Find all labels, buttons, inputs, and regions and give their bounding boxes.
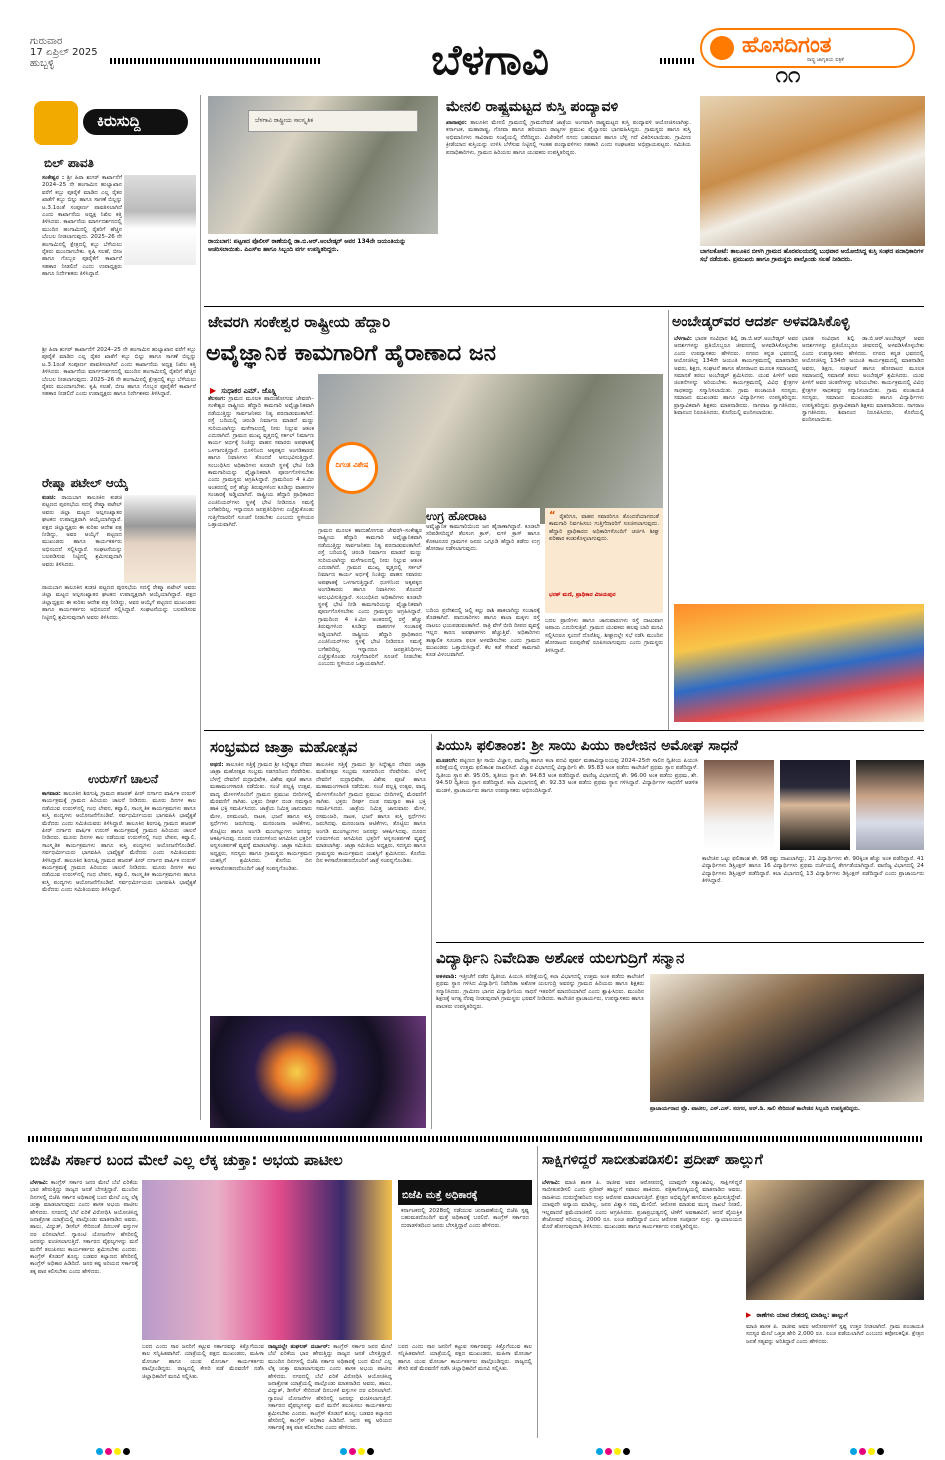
kirusuddi-column xyxy=(28,95,198,1120)
caption-arrow-icon: ▶ xyxy=(746,1311,752,1319)
article-text: ಬರದ ಎಂದು ಸಾರ ಜನರಿಗೆ ಕಟ್ಟುವ ಸರ್ಕಾರವನ್ನು ಕಿತ್ತೊಗೆಯುವ ಕಾಲ ಸನ್ನಿಹಿತವಾಗಿದೆ. ಯಾತ್ರೆಯಲ್ಲಿ ಪಕ್ಷದ ಮುಖಂಡರು, ಮಹಿಳಾ ಮೋರ್ಚಾ ಹಾಗೂ ಯುವ ಮೋರ್ಚಾ ಕಾರ್ಯಕರ್ತರು ಪಾಲ್ಗೊಂಡಿದ್ದರು. ರಾಜ್ಯದಲ್ಲಿ ಕೇಸರಿ ಪಡೆ ಮೆರವಣಿಗೆ ನಡೆಸಿ ಜಿಲ್ಲಾಧಿಕಾರಿಗೆ ಮನವಿ ಸಲ್ಲಿಸಿತು. xyxy=(398,1344,532,1373)
masthead-date: 17 ಏಪ್ರಿಲ್ 2025 xyxy=(30,47,98,58)
article-body-continued xyxy=(142,1344,264,1438)
article-headline: ಸಂಭ್ರಮದ ಜಾತ್ರಾ ಮಹೋತ್ಸವ xyxy=(210,738,358,756)
article-text: ಕಾಂಗ್ರೆಸ್ ಸರ್ಕಾರ ಜನರ ಮೇಲೆ ಬೆಲೆ ಏರಿಕೆಯ ಭಾರ ಹೇರುತ್ತಿದ್ದು ರಾಜ್ಯದ ಜನತೆ ಬೇಸತ್ತಿದ್ದಾರೆ. ಮುಂದಿನ ದಿನಗಳಲ್ಲಿ ಬಿಜೆಪಿ ಸರ್ಕಾರ ಅಧಿಕಾರಕ್ಕೆ ಬಂದ ಮೇಲೆ ಎಲ್ಲ ಲೆಕ್ಕ ಚುಕ್ತಾ ಮಾಡಲಾಗುವುದು ಎಂದು ಶಾಸಕ ಅಭಯ ಪಾಟೀಲ ಹೇಳಿದರು. ನಗರದಲ್ಲಿ ಬೆಲೆ ಏರಿಕೆ ವಿರೋಧಿಸಿ ಆಯೋಜಿಸಿದ್ದ ಜನಾಕ್ರೋಶ ಯಾತ್ರೆಯಲ್ಲಿ ಪಾಲ್ಗೊಂಡು ಮಾತನಾಡಿದ ಅವರು, ಹಾಲು, ವಿದ್ಯುತ್, ಡೀಸೆಲ್ ಸೇರಿದಂತೆ ದಿನಬಳಕೆ ವಸ್ತುಗಳ ದರ ಏರಿಸಲಾಗಿದೆ. ಗ್ಯಾರಂಟಿ ಯೋಜನೆಗಳ ಹೆಸರಿನಲ್ಲಿ ಜನರನ್ನು ವಂಚಿಸಲಾಗುತ್ತಿದೆ. ಸರ್ಕಾರದ ವೈಫಲ್ಯಗಳನ್ನು ಮನೆ ಮನೆಗೆ ತಲುಪಿಸಲು ಕಾರ್ಯಕರ್ತರು ಶ್ರಮಿಸಬೇಕು ಎಂದರು. ಕಾಂಗ್ರೆಸ್ ಕೊಡುಗೆ ಶೂನ್ಯ: ಬಡವರ ಕಲ್ಯಾಣದ ಹೆಸರಿನಲ್ಲಿ ಕಾಂಗ್ರೆಸ್ ಅಧಿಕಾರ ಹಿಡಿದಿದೆ. ಜನರ ಕಷ್ಟ ಅರಿಯದ ಸರ್ಕಾರಕ್ಕೆ ತಕ್ಕ ಪಾಠ ಕಲಿಸಬೇಕು ಎಂದು ಹೇಳಿದರು. xyxy=(268,1344,392,1432)
photo-caption: ಬಾಗಲಕೋಟೆ: ತಾಲೂಕಿನ ಬೀಳಗಿ ಗ್ರಾಮದ ಹೊರವಲಯದಲ್ಲಿ ಬುಧವಾರ ಆಯೋಜಿಸಿದ್ದ ಕುಸ್ತಿ ಸಂಘದ ಪದಾಧಿಕಾರಿಗಳ ಸಭೆ ನಡೆಯಿತು. ಪ್ರಮುಖರು ಹಾಗೂ ಗ್ರಾಮಸ್ಥರು ಪಾಲ್ಗೊಂಡು ಸಲಹೆ ನೀಡಿದರು. xyxy=(700,248,925,298)
masthead-day: ಗುರುವಾರ xyxy=(30,36,63,47)
swatch-magenta xyxy=(859,1448,866,1455)
quote-box xyxy=(545,508,663,613)
photo-caption: ಪ್ರಾಚಾರ್ಯರಾದ ಪ್ರೊ. ಪಾಟೀಲ, ಎಸ್.ಎಸ್. ಸರಗರ, ಆರ್.ಡಿ. ಸಾಲಿ ಸೇರಿದಂತೆ ಕಾಲೇಜಿನ ಸಿಬ್ಬಂದಿ ಉಪಸ್ಥಿತರಿದ್ದರು. xyxy=(650,1106,861,1112)
swatch-magenta xyxy=(105,1448,112,1455)
article-text: ಬರದ ಎಂದು ಸಾರ ಜನರಿಗೆ ಕಟ್ಟುವ ಸರ್ಕಾರವನ್ನು ಕಿತ್ತೊಗೆಯುವ ಕಾಲ ಸನ್ನಿಹಿತವಾಗಿದೆ. ಯಾತ್ರೆಯಲ್ಲಿ ಪಕ್ಷದ ಮುಖಂಡರು, ಮಹಿಳಾ ಮೋರ್ಚಾ ಹಾಗೂ ಯುವ ಮೋರ್ಚಾ ಕಾರ್ಯಕರ್ತರು ಪಾಲ್ಗೊಂಡಿದ್ದರು. ರಾಜ್ಯದಲ್ಲಿ ಕೇಸರಿ ಪಡೆ ಮೆರವಣಿಗೆ ನಡೆಸಿ ಜಿಲ್ಲಾಧಿಕಾರಿಗೆ ಮನವಿ ಸಲ್ಲಿಸಿತು. xyxy=(142,1344,264,1380)
brief-body-continued: ಶ್ರೀ ಹಿರಾ ಶುಗರ್ ಕಾರ್ಖಾನೆಗೆ 2024–25 ನೇ ಹಂಗಾಮಿನ ಹುಲ್ಯಾಖಾನ ವರೆಗೆ ಕಬ್ಬು ಪೂರೈಕೆ ಮಾಡಿದ ಎಲ್ಲ ರೈತರ ಖಾತೆಗೆ ಕಬ್ಬು ಬಿಲ್ಲು ಹಾಗೂ ಸಾಗಣೆ ಬಿಲ್ಲನ್ನು ಟ.3.1ರಂತೆ ಸಂಪೂರ್ಣ ಪಾವತಿಸಲಾಗಿದೆ ಎಂದು ಕಾರ್ಖಾನೆಯ ಅಧ್ಯಕ್ಷ ನಿಖಿಲ ಕತ್ತಿ ತಿಳಿಸಿದರು. ಕಾರ್ಖಾನೆಯ ಮಾರ್ಗದರ್ಶನದಲ್ಲಿ ಮುಂದಿನ ಹಂಗಾಮಿನಲ್ಲಿ ರೈತರಿಗೆ ಹೆಚ್ಚಿನ ಬೆಂಬಲ ನೀಡಲಾಗುವುದು. 2025–26 ನೇ ಹಂಗಾಮಿನಲ್ಲಿ ಕ್ಷೇತ್ರದಲ್ಲಿ ಕಬ್ಬು ಬೆಳೆಯಲು ರೈತರು ಮುಂದಾಗಬೇಕು. ಕೃಷಿ ಸಲಹೆ, ಬೀಜ ಹಾಗೂ ಗೊಬ್ಬರ ಪೂರೈಕೆಗೆ ಕಾರ್ಖಾನೆ ಸಹಕಾರ ನೀಡಲಿದೆ ಎಂದು ಉಪಾಧ್ಯಕ್ಷರು ಹಾಗೂ ನಿರ್ದೇಶಕರು ತಿಳಿಸಿದ್ದಾರೆ. xyxy=(42,347,196,398)
subhead: ರಾಜ್ಯದಲ್ಲೇ ತುಘಲಕ್ ದರ್ಬಾರ್: xyxy=(268,1344,331,1350)
kirusuddi-header xyxy=(28,95,198,153)
quote-mark-icon: “ xyxy=(549,510,556,521)
brief-text xyxy=(42,495,122,583)
article-lead: ಬೆಳಗಾವಿ: xyxy=(674,336,692,342)
article-body-continued xyxy=(746,1324,924,1438)
article-headline: ಮೇನಲಿ ರಾಷ್ಟ್ರಮಟ್ಟದ ಕುಸ್ತಿ ಪಂದ್ಯಾವಳಿ xyxy=(446,99,619,115)
swatch-cyan xyxy=(340,1448,347,1455)
masthead-city: ಹುಬ್ಬಳ್ಳಿ xyxy=(30,58,55,69)
masthead-left-stripe xyxy=(110,58,320,64)
bjp-rally-photo xyxy=(142,1180,392,1340)
article-body xyxy=(545,618,663,698)
brief-lead: ಕಾಗವಾಡ: xyxy=(42,791,61,797)
article-text: ಮಾಜಿ ಶಾಸಕ ಪಿ. ರಾಜೀವ ಅವರ ಆರೋಪದಲ್ಲಿ ಯಾವುದೇ ಸತ್ಯಾಂಶವಿಲ್ಲ. ಸಾಕ್ಷಿಗಳಿದ್ದರೆ ಸಾಬೀತುಪಡಿಸಲಿ ಎಂದು ಪ್ರದೀಪ್ ಹಾಲ್ಲುಗೆ ಸವಾಲು ಹಾಕಿದರು. ಪತ್ರಿಕಾಗೋಷ್ಠಿಯಲ್ಲಿ ಮಾತನಾಡಿದ ಅವರು, ರಾಜಕೀಯ ದುರುದ್ದೇಶದಿಂದ ಸುಳ್ಳು ಆರೋಪ ಮಾಡಲಾಗುತ್ತಿದೆ. ಕ್ಷೇತ್ರದ ಅಭಿವೃದ್ಧಿಗೆ ಹಗಲಿರುಳು ಶ್ರಮಿಸುತ್ತಿದ್ದೇವೆ. ಯಾವುದೇ ಅನ್ಯಾಯ ಮಾಡಿಲ್ಲ. ಜನರ ವಿಶ್ವಾಸ ನಮ್ಮ ಮೇಲಿದೆ. ಆರೋಪ ಮಾಡುವ ಮುನ್ನ ದಾಖಲೆ ನೀಡಲಿ, ಇಲ್ಲವಾದರೆ ಕ್ಷಮೆಯಾಚಿಸಲಿ ಎಂದು ಆಗ್ರಹಿಸಿದರು. ಪ್ರಜಾಪ್ರಭುತ್ವದಲ್ಲಿ ಟೀಕೆಗೆ ಅವಕಾಶವಿದೆ, ಆದರೆ ವೈಯಕ್ತಿಕ ತೇಜೋವಧೆ ಸರಿಯಲ್ಲ. 2000 ರೂ. ಲಂಚ ಪಡೆದಿದ್ದಾರೆ ಎಂಬ ಆರೋಪ ಸಂಪೂರ್ಣ ಸುಳ್ಳು. ನ್ಯಾಯಾಲಯದ ಮೊರೆ ಹೋಗುವುದಾಗಿ ತಿಳಿಸಿದರು. ಮುಖಂಡರು ಹಾಗೂ ಕಾರ್ಯಕರ್ತರು ಉಪಸ್ಥಿತರಿದ್ದರು. xyxy=(542,1180,742,1231)
brief-lead: ಕುಡಚಿ: xyxy=(42,495,56,501)
article-body xyxy=(318,528,422,698)
article-lead: ಖಾನಾಪುರ: xyxy=(446,120,467,126)
article-text: ಬದಿಯ ಪ್ರದೇಶದಲ್ಲಿ ಜಲ್ಲಿ ಕಲ್ಲು ರಾಶಿ ಹಾಕಲಾಗಿದ್ದು ಸಂಚಾರಕ್ಕೆ ತೊಡಕಾಗಿದೆ. ಪಾದಚಾರಿಗಳು ಹಾಗೂ ಶಾಲಾ ಮಕ್ಕಳು ರಸ್ತೆ ದಾಟಲು ಭಯಪಡುವಂತಾಗಿದೆ. ರಾತ್ರಿ ವೇಳೆ ಬೀದಿ ದೀಪದ ವ್ಯವಸ್ಥೆ ಇಲ್ಲದ ಕಾರಣ ಅಪಘಾತಗಳು ಹೆಚ್ಚುತ್ತಿವೆ. ಅಧಿಕಾರಿಗಳು ತಾತ್ಕಾಲಿಕ ಸೂಚನಾ ಫಲಕ ಅಳವಡಿಸಬೇಕು ಎಂದು ಗ್ರಾಮದ ಮುಖಂಡರು ಒತ್ತಾಯಿಸಿದ್ದಾರೆ. ಕೆಲ ಕಡೆ ಸೇತುವೆ ಕಾಮಗಾರಿ ಕೂಡ ವಿಳಂಬವಾಗಿದೆ. xyxy=(426,608,540,659)
article-headline: ವಿದ್ಯಾರ್ಥಿನಿ ನಿವೇದಿತಾ ಅಶೋಕ ಯಲಗುದ್ರಿಗೆ ಸನ್ಮಾನ xyxy=(436,949,685,967)
bottom-section-stripe xyxy=(28,1136,924,1142)
ugra-horata-box xyxy=(426,508,540,598)
highway-kicker xyxy=(208,312,663,334)
date-block xyxy=(30,36,160,69)
byline-arrow-icon: ▶ xyxy=(210,386,217,395)
quote-body: ರೈತರಿಗೂ, ವಾಹನ ಸವಾರರಿಗೂ ತೊಂದರೆಯಾಗದಂತೆ ಕಾಮಗಾರಿ ನಿರ್ವಹಿಸಲು ಗುತ್ತಿಗೆದಾರರಿಗೆ ಸೂಚಿಸಲಾಗುವುದು. ಹೆದ್ದಾರಿ ಪ್ರಾಧಿಕಾರದ ಅಧಿಕಾರಿಗಳೊಂದಿಗೆ ಚರ್ಚಿಸಿ ಶೀಘ್ರ ಪರಿಹಾರ ಕಂಡುಕೊಳ್ಳಲಾಗುವುದು. xyxy=(549,514,660,543)
article-text: ತಾಲೂಕಿನ ಮೇನಲಿ ಗ್ರಾಮದಲ್ಲಿ ಗ್ರಾಮದೇವತೆ ಜಾತ್ರೆಯ ಅಂಗವಾಗಿ ರಾಷ್ಟ್ರಮಟ್ಟದ ಕುಸ್ತಿ ಪಂದ್ಯಾವಳಿ ಆಯೋಜಿಸಲಾಗಿತ್ತು. ಕರ್ನಾಟಕ, ಮಹಾರಾಷ್ಟ್ರ, ಗೋವಾ ಹಾಗೂ ಹರಿಯಾಣ ರಾಜ್ಯಗಳ ಪ್ರಮುಖ ಪೈಲ್ವಾನರು ಭಾಗವಹಿಸಿದ್ದರು. ಗ್ರಾಮಸ್ಥರು ಹಾಗೂ ಕುಸ್ತಿ ಅಭಿಮಾನಿಗಳು ಸಾವಿರಾರು ಸಂಖ್ಯೆಯಲ್ಲಿ ನೆರೆದಿದ್ದರು. ವಿಜೇತರಿಗೆ ನಗದು ಬಹುಮಾನ ಹಾಗೂ ಬೆಳ್ಳಿ ಗದೆ ವಿತರಿಸಲಾಯಿತು. ಗ್ರಾಮೀಣ ಕ್ರೀಡೆಯಾದ ಕುಸ್ತಿಯನ್ನು ಉಳಿಸಿ ಬೆಳೆಸುವ ನಿಟ್ಟಿನಲ್ಲಿ ಇಂತಹ ಪಂದ್ಯಾವಳಿಗಳು ಸಹಕಾರಿ ಎಂದು ಸಂಘಟಕರು ಅಭಿಪ್ರಾಯಪಟ್ಟರು. ಸಮಿತಿಯ ಪದಾಧಿಕಾರಿಗಳು, ಗ್ರಾಮದ ಹಿರಿಯರು ಹಾಗೂ ಯುವಕರು ಉಪಸ್ಥಿತರಿದ್ದರು. xyxy=(446,120,691,156)
print-registration-marks xyxy=(96,1440,146,1450)
article-body xyxy=(208,396,314,696)
article-text: ತಾಲೂಕಿನ ಸತ್ತಿಕ್ಕೆ ಗ್ರಾಮದ ಶ್ರೀ ಸಿದ್ದೇಶ್ವರ ದೇವರ ಜಾತ್ರಾ ಮಹೋತ್ಸವ ಸಂಭ್ರಮ ಸಡಗರದಿಂದ ನೆರವೇರಿತು. ಬೆಳಗ್ಗೆ ದೇವರಿಗೆ ರುದ್ರಾಭಿಷೇಕ, ವಿಶೇಷ ಪೂಜೆ ಹಾಗೂ ಮಹಾಮಂಗಳಾರತಿ ನಡೆಯಿತು. ಸಂಜೆ ಪಲ್ಲಕ್ಕಿ ಉತ್ಸವ, ವಾದ್ಯ ಮೇಳಗಳೊಂದಿಗೆ ಗ್ರಾಮದ ಪ್ರಮುಖ ಬೀದಿಗಳಲ್ಲಿ ಮೆರವಣಿಗೆ ಸಾಗಿತು. ಭಕ್ತರು ದೀರ್ಘ ದಂಡ ನಮಸ್ಕಾರ ಹಾಕಿ ಭಕ್ತಿ ಸಮರ್ಪಿಸಿದರು. ಜಾತ್ರೆಯ ನಿಮಿತ್ತ ಜಾನುವಾರು ಮೇಳ, ರಸಮಂಜರಿ, ನಾಟಕ, ಭಜನೆ ಹಾಗೂ ಕುಸ್ತಿ ಸ್ಪರ್ಧೆಗಳು ಜರುಗಿದವು. ಮನರಂಜನಾ ಆಟಿಕೆಗಳು, ತೊಟ್ಟಿಲು ಹಾಗೂ ಅಂಗಡಿ ಮುಂಗಟ್ಟುಗಳು ಜನರನ್ನು ಆಕರ್ಷಿಸಿದವು. ದೂರದ ಊರುಗಳಿಂದ ಆಗಮಿಸಿದ ಭಕ್ತರಿಗೆ ಅನ್ನಸಂತರ್ಪಣೆ ವ್ಯವಸ್ಥೆ ಮಾಡಲಾಗಿತ್ತು. ಜಾತ್ರಾ ಸಮಿತಿಯ ಅಧ್ಯಕ್ಷರು, ಸದಸ್ಯರು ಹಾಗೂ ಗ್ರಾಮಸ್ಥರು ಕಾರ್ಯಕ್ರಮದ ಯಶಸ್ಸಿಗೆ ಶ್ರಮಿಸಿದರು. ಕೊನೆಯ ದಿನ ಕಳಸಾರೋಹಣದೊಂದಿಗೆ ಜಾತ್ರೆ ಸಂಪನ್ನಗೊಂಡಿತು. xyxy=(210,762,312,872)
quote-by: ಭರತ್ ಮಣಿ, ಪ್ರಾಧಿಕಾರ ವಿಜಯಪುರ xyxy=(549,592,616,598)
digantha-vishesha-stamp xyxy=(326,442,378,494)
swatch-yellow xyxy=(358,1448,365,1455)
box-headline: ಉಗ್ರ ಹೋರಾಟ xyxy=(426,509,487,523)
page-number: ೧೧ xyxy=(775,64,801,88)
section-title: ಬೆಳಗಾವಿ xyxy=(431,35,549,84)
box-body: ಅವೈಜ್ಞಾನಿಕ ಕಾಮಗಾರಿಯಿಂದ ಜನ ಹೈರಾಣಾಗಿದ್ದಾರೆ. ಕೂಡಲೇ ಸರಿಪಡಿಸದಿದ್ದರೆ ತೆಲಸಂಗ ಕ್ರಾಸ್, ಐಗಳಿ ಕ್ರಾಸ್ ಹಾಗೂ ಕೊಕಟನೂರ ಗ್ರಾಮಗಳ ಜನರು ಒಗ್ಗೂಡಿ ಹೆದ್ದಾರಿ ತಡೆದು ಉಗ್ರ ಹೋರಾಟ ನಡೆಸಲಾಗುವುದು. xyxy=(426,524,540,553)
wrestling-meeting-photo xyxy=(700,96,925,246)
bjp-box xyxy=(398,1180,532,1340)
article-headline: ಪಿಯುಸಿ ಫಲಿತಾಂಶ: ಶ್ರೀ ಸಾಯಿ ಪಿಯು ಕಾಲೇಜಿನ ಅಮೋಘ ಸಾಧನೆ xyxy=(436,738,738,754)
article-lead: ಅಕಳವಾಡಿ: xyxy=(436,974,457,980)
article-body xyxy=(674,336,798,598)
swatch-magenta xyxy=(349,1448,356,1455)
section-rule xyxy=(436,942,924,943)
article-lead: ತೆಲಸಂಗ: xyxy=(208,396,226,402)
article-text: ಕಾಂಗ್ರೆಸ್ ಸರ್ಕಾರ ಜನರ ಮೇಲೆ ಬೆಲೆ ಏರಿಕೆಯ ಭಾರ ಹೇರುತ್ತಿದ್ದು ರಾಜ್ಯದ ಜನತೆ ಬೇಸತ್ತಿದ್ದಾರೆ. ಮುಂದಿನ ದಿನಗಳಲ್ಲಿ ಬಿಜೆಪಿ ಸರ್ಕಾರ ಅಧಿಕಾರಕ್ಕೆ ಬಂದ ಮೇಲೆ ಎಲ್ಲ ಲೆಕ್ಕ ಚುಕ್ತಾ ಮಾಡಲಾಗುವುದು ಎಂದು ಶಾಸಕ ಅಭಯ ಪಾಟೀಲ ಹೇಳಿದರು. ನಗರದಲ್ಲಿ ಬೆಲೆ ಏರಿಕೆ ವಿರೋಧಿಸಿ ಆಯೋಜಿಸಿದ್ದ ಜನಾಕ್ರೋಶ ಯಾತ್ರೆಯಲ್ಲಿ ಪಾಲ್ಗೊಂಡು ಮಾತನಾಡಿದ ಅವರು, ಹಾಲು, ವಿದ್ಯುತ್, ಡೀಸೆಲ್ ಸೇರಿದಂತೆ ದಿನಬಳಕೆ ವಸ್ತುಗಳ ದರ ಏರಿಸಲಾಗಿದೆ. ಗ್ಯಾರಂಟಿ ಯೋಜನೆಗಳ ಹೆಸರಿನಲ್ಲಿ ಜನರನ್ನು ವಂಚಿಸಲಾಗುತ್ತಿದೆ. ಸರ್ಕಾರದ ವೈಫಲ್ಯಗಳನ್ನು ಮನೆ ಮನೆಗೆ ತಲುಪಿಸಲು ಕಾರ್ಯಕರ್ತರು ಶ್ರಮಿಸಬೇಕು ಎಂದರು. ಕಾಂಗ್ರೆಸ್ ಕೊಡುಗೆ ಶೂನ್ಯ: ಬಡವರ ಕಲ್ಯಾಣದ ಹೆಸರಿನಲ್ಲಿ ಕಾಂಗ್ರೆಸ್ ಅಧಿಕಾರ ಹಿಡಿದಿದೆ. ಜನರ ಕಷ್ಟ ಅರಿಯದ ಸರ್ಕಾರಕ್ಕೆ ತಕ್ಕ ಪಾಠ ಕಲಿಸಬೇಕು ಎಂದು ಹೇಳಿದರು. xyxy=(30,1180,138,1275)
swatch-black xyxy=(123,1448,130,1455)
column-divider xyxy=(431,734,432,1129)
brief-text xyxy=(42,791,196,1113)
article-headline: ಅಂಬೇಡ್ಕರ್‌ವರ ಆದರ್ಶ ಅಳವಡಿಸಿಕೊಳ್ಳಿ xyxy=(672,314,850,330)
jatra-fair-photo xyxy=(210,1016,426,1128)
pointing-hand-icon xyxy=(34,101,78,145)
article-body-continued xyxy=(316,762,426,1012)
brief-text xyxy=(42,175,122,345)
highway-headline: ಅವೈಜ್ಞಾನಿಕ ಕಾಮಗಾರಿಗೆ ಹೈರಾಣಾದ ಜನ xyxy=(206,341,496,366)
swatch-cyan xyxy=(850,1448,857,1455)
photo-banner-text: ಬೆಳಗಾವಿ ರಾಷ್ಟ್ರೀಯ ಸಾಂಸ್ಕೃತಿಕ xyxy=(255,117,314,124)
article-text: ಇತ್ತೀಚೆಗೆ ನಡೆದ ದ್ವಿತೀಯ ಪಿಯುಸಿ ಪರೀಕ್ಷೆಯಲ್ಲಿ ಕಲಾ ವಿಭಾಗದಲ್ಲಿ ಉತ್ತಮ ಅಂಕ ಪಡೆದು ಕಾಲೇಜಿಗೆ ಪ್ರಥಮ ಸ್ಥಾನ ಗಳಿಸಿದ ವಿದ್ಯಾರ್ಥಿನಿ ನಿವೇದಿತಾ ಅಶೋಕ ಯಲಗುದ್ರಿ ಅವರನ್ನು ಗ್ರಾಮದ ಹಿರಿಯರು ಹಾಗೂ ಶಿಕ್ಷಕರು ಸನ್ಮಾನಿಸಿದರು. ಗ್ರಾಮೀಣ ಭಾಗದ ವಿದ್ಯಾರ್ಥಿನಿಯ ಸಾಧನೆ ಇತರರಿಗೆ ಮಾದರಿಯಾಗಿದೆ ಎಂದು ಶ್ಲಾಘಿಸಿದರು. ಮುಂದಿನ ಶಿಕ್ಷಣಕ್ಕೆ ಅಗತ್ಯ ನೆರವು ನೀಡುವುದಾಗಿ ಗ್ರಾಮಸ್ಥರು ಭರವಸೆ ನೀಡಿದರು. ಕಾಲೇಜಿನ ಪ್ರಾಚಾರ್ಯರು, ಉಪನ್ಯಾಸಕರು ಹಾಗೂ ಪಾಲಕರು ಉಪಸ್ಥಿತರಿದ್ದರು. xyxy=(436,974,644,1010)
swatch-yellow xyxy=(868,1448,875,1455)
column-divider xyxy=(537,1146,538,1438)
article-lead: ಮೂಡಲಗಿ: xyxy=(436,758,458,764)
box-header xyxy=(398,1180,532,1205)
swatch-black xyxy=(877,1448,884,1455)
article-body xyxy=(542,1180,742,1438)
section-rule xyxy=(204,730,924,731)
article-text: ಗ್ರಾಮದ ಮೂಲಕ ಹಾದುಹೋಗುವ ಜೇವರಗಿ–ಸಂಕೇಶ್ವರ ರಾಷ್ಟ್ರೀಯ ಹೆದ್ದಾರಿ ಕಾಮಗಾರಿ ಅವೈಜ್ಞಾನಿಕವಾಗಿ ನಡೆಯುತ್ತಿದ್ದು ಸಾರ್ವಜನಿಕರು ನಿತ್ಯ ಪರದಾಡುವಂತಾಗಿದೆ. ರಸ್ತೆ ಬದಿಯಲ್ಲಿ ಚರಂಡಿ ನಿರ್ಮಾಣ ಮಾಡದೆ ಮಣ್ಣು ಸುರಿಯಲಾಗಿದ್ದು ಮಳೆಗಾಲದಲ್ಲಿ ನೀರು ನಿಲ್ಲುವ ಆತಂಕ ಎದುರಾಗಿದೆ. ಗ್ರಾಮದ ಮುಖ್ಯ ವೃತ್ತದಲ್ಲಿ ಸರ್ಕಲ್ ನಿರ್ಮಾಣ ಕಾರ್ಯ ಅರ್ಧಕ್ಕೆ ನಿಂತಿದ್ದು ವಾಹನ ಸವಾರರು ಅಪಘಾತಕ್ಕೆ ಒಳಗಾಗುತ್ತಿದ್ದಾರೆ. ಧೂಳಿನಿಂದ ಅಕ್ಕಪಕ್ಕದ ಅಂಗಡಿಕಾರರು ಹಾಗೂ ನಿವಾಸಿಗಳು ತೊಂದರೆ ಅನುಭವಿಸುತ್ತಿದ್ದಾರೆ. ಸಂಬಂಧಿಸಿದ ಅಧಿಕಾರಿಗಳು ಕೂಡಲೇ ಸ್ಥಳಕ್ಕೆ ಭೇಟಿ ನೀಡಿ ಕಾಮಗಾರಿಯನ್ನು ವೈಜ್ಞಾನಿಕವಾಗಿ ಪೂರ್ಣಗೊಳಿಸಬೇಕು ಎಂದು ಗ್ರಾಮಸ್ಥರು ಆಗ್ರಹಿಸಿದ್ದಾರೆ. ಗ್ರಾಮದಿಂದ 4 ಕಿ.ಮೀ ಅಂತರದಲ್ಲಿ ರಸ್ತೆ ಹೆಚ್ಚು ತಿರುವುಗಳಿಂದ ಕೂಡಿದ್ದು ವಾಹನಗಳ ಸಂಚಾರಕ್ಕೆ ಅಡ್ಡಿಯಾಗಿದೆ. ರಾಷ್ಟ್ರೀಯ ಹೆದ್ದಾರಿ ಪ್ರಾಧಿಕಾರದ ಎಂಜಿನಿಯರ್‌ಗಳು ಸ್ಥಳಕ್ಕೆ ಭೇಟಿ ನೀಡಿದರೂ ಸಮಸ್ಯೆ ಬಗೆಹರಿದಿಲ್ಲ. ಇನ್ನಾದರೂ ಜನಪ್ರತಿನಿಧಿಗಳು ಎಚ್ಚೆತ್ತುಕೊಂಡು ಗುತ್ತಿಗೆದಾರರಿಗೆ ಸೂಚನೆ ನೀಡಬೇಕು ಎಂಬುದು ಸ್ಥಳೀಯರ ಒತ್ತಾಯವಾಗಿದೆ. xyxy=(208,396,314,528)
student-photo-1 xyxy=(704,760,774,850)
brief-body-continued: ರಾಯಬಾಗ ತಾಲೂಕಿನ ಕುಡಚಿ ಪಟ್ಟಣದ ಪುರಸಭೆಯ ಸದಸ್ಯೆ ರೇಷ್ಮಾ ಪಟೇಲ್ ಅವರು ಜಿಲ್ಲಾ ಮಟ್ಟದ ಅಲ್ಪಸಂಖ್ಯಾತರ ಘಟಕದ ಉಪಾಧ್ಯಕ್ಷರಾಗಿ ಆಯ್ಕೆಯಾಗಿದ್ದಾರೆ. ಪಕ್ಷದ ಜಿಲ್ಲಾಧ್ಯಕ್ಷರು ಈ ಕುರಿತು ಆದೇಶ ಪತ್ರ ನೀಡಿದ್ದು, ಅವರ ಆಯ್ಕೆಗೆ ಪಟ್ಟಣದ ಮುಖಂಡರು ಹಾಗೂ ಕಾರ್ಯಕರ್ತರು ಅಭಿನಂದನೆ ಸಲ್ಲಿಸಿದ್ದಾರೆ. ಸಂಘಟನೆಯನ್ನು ಬಲಪಡಿಸುವ ನಿಟ್ಟಿನಲ್ಲಿ ಶ್ರಮಿಸುವುದಾಗಿ ಅವರು ತಿಳಿಸಿದರು. xyxy=(42,585,196,621)
kicker-text: ಜೇವರಗಿ ಸಂಕೇಶ್ವರ ರಾಷ್ಟ್ರೀಯ ಹೆದ್ದಾರಿ xyxy=(208,313,391,331)
brief-lead: ಸಂಕೇಶ್ವರ : xyxy=(42,175,65,181)
article-body xyxy=(426,608,540,698)
article-lead: ಅಥಣಿ: xyxy=(210,762,224,768)
brand-tagline: ರಾಷ್ಟ್ರ ಜಾಗೃತಿಯ ಪತ್ರಿಕೆ xyxy=(807,57,844,63)
article-body-continued xyxy=(702,856,924,938)
byline-name: ಸುಧಾಕರ ಎಮ್. ಜೊಸ್ಲ್ಲಿ xyxy=(221,387,278,395)
article-text: ಭಾರತ ಸಂವಿಧಾನ ಶಿಲ್ಪಿ ಡಾ.ಬಿ.ಆರ್.ಅಂಬೇಡ್ಕರ್ ಅವರ ಆದರ್ಶಗಳನ್ನು ಪ್ರತಿಯೊಬ್ಬರೂ ಜೀವನದಲ್ಲಿ ಅಳವಡಿಸಿಕೊಳ್ಳಬೇಕು ಎಂದು ಉಪನ್ಯಾಸಕರು ಹೇಳಿದರು. ನಗರದ ಕನ್ನಡ ಭವನದಲ್ಲಿ ಆಯೋಜಿಸಿದ್ದ 134ನೇ ಜಯಂತಿ ಕಾರ್ಯಕ್ರಮದಲ್ಲಿ ಮಾತನಾಡಿದ ಅವರು, ಶಿಕ್ಷಣ, ಸಂಘಟನೆ ಹಾಗೂ ಹೋರಾಟದ ಮೂಲಕ ಸಮಾಜದಲ್ಲಿ ಸಮಾನತೆ ತರಲು ಅಂಬೇಡ್ಕರ್ ಶ್ರಮಿಸಿದರು. ಯುವ ಪೀಳಿಗೆ ಅವರ ಚಿಂತನೆಗಳನ್ನು ಅರಿಯಬೇಕು. ಕಾರ್ಯಕ್ರಮದಲ್ಲಿ ವಿವಿಧ ಕ್ಷೇತ್ರಗಳ ಸಾಧಕರನ್ನು ಸನ್ಮಾನಿಸಲಾಯಿತು. ಗ್ರಾಮ ಪಂಚಾಯತಿ ಸದಸ್ಯರು, ಸಮಾಜದ ಮುಖಂಡರು ಹಾಗೂ ವಿದ್ಯಾರ್ಥಿಗಳು ಉಪಸ್ಥಿತರಿದ್ದರು. ಪ್ರಾಸ್ತಾವಿಕವಾಗಿ ಶಿಕ್ಷಕರು ಮಾತನಾಡಿದರು. ನಾಗರಾಜ ಸ್ವಾಗತಿಸಿದರು, ಶಿವಾನಂದ ನಿರೂಪಿಸಿದರು, ಕೊನೆಯಲ್ಲಿ ವಂದಿಸಲಾಯಿತು. xyxy=(802,336,924,424)
swatch-cyan xyxy=(596,1448,603,1455)
photo-caption xyxy=(746,1302,924,1322)
swatch-yellow xyxy=(114,1448,121,1455)
swatch-black xyxy=(623,1448,630,1455)
swatch-cyan xyxy=(96,1448,103,1455)
article-lead: ಬೆಳಗಾವಿ: xyxy=(30,1180,48,1186)
swatch-yellow xyxy=(614,1448,621,1455)
brief-body: ಶ್ರೀ ಹಿರಾ ಶುಗರ್ ಕಾರ್ಖಾನೆಗೆ 2024–25 ನೇ ಹಂಗಾಮಿನ ಹುಲ್ಯಾಖಾನ ವರೆಗೆ ಕಬ್ಬು ಪೂರೈಕೆ ಮಾಡಿದ ಎಲ್ಲ ರೈತರ ಖಾತೆಗೆ ಕಬ್ಬು ಬಿಲ್ಲು ಹಾಗೂ ಸಾಗಣೆ ಬಿಲ್ಲನ್ನು ಟ.3.1ರಂತೆ ಸಂಪೂರ್ಣ ಪಾವತಿಸಲಾಗಿದೆ ಎಂದು ಕಾರ್ಖಾನೆಯ ಅಧ್ಯಕ್ಷ ನಿಖಿಲ ಕತ್ತಿ ತಿಳಿಸಿದರು. ಕಾರ್ಖಾನೆಯ ಮಾರ್ಗದರ್ಶನದಲ್ಲಿ ಮುಂದಿನ ಹಂಗಾಮಿನಲ್ಲಿ ರೈತರಿಗೆ ಹೆಚ್ಚಿನ ಬೆಂಬಲ ನೀಡಲಾಗುವುದು. 2025–26 ನೇ ಹಂಗಾಮಿನಲ್ಲಿ ಕ್ಷೇತ್ರದಲ್ಲಿ ಕಬ್ಬು ಬೆಳೆಯಲು ರೈತರು ಮುಂದಾಗಬೇಕು. ಕೃಷಿ ಸಲಹೆ, ಬೀಜ ಹಾಗೂ ಗೊಬ್ಬರ ಪೂರೈಕೆಗೆ ಕಾರ್ಖಾನೆ ಸಹಕಾರ ನೀಡಲಿದೆ ಎಂದು ಉಪಾಧ್ಯಕ್ಷರು ಹಾಗೂ ನಿರ್ದೇಶಕರು ತಿಳಿಸಿದ್ದಾರೆ. xyxy=(42,175,122,278)
brief-body-repeat: ತಾಲೂಕಿನ ಶಿರಗುಪ್ಪಿ ಗ್ರಾಮದ ಹಜರತ್ ಪೀರ್ ದರ್ಗಾದ ವಾರ್ಷಿಕ ಉರುಸ್ ಕಾರ್ಯಕ್ರಮಕ್ಕೆ ಗ್ರಾಮದ ಹಿರಿಯರು ಚಾಲನೆ ನೀಡಿದರು. ಮೂರು ದಿನಗಳ ಕಾಲ ನಡೆಯುವ ಉರುಸ್‌ನಲ್ಲಿ ಗಂಧ ಲೇಪನ, ಕವ್ವಾಲಿ, ಸಾಂಸ್ಕೃತಿಕ ಕಾರ್ಯಕ್ರಮಗಳು ಹಾಗೂ ಕುಸ್ತಿ ಪಂದ್ಯಗಳು ಆಯೋಜನೆಗೊಂಡಿವೆ. ಸರ್ವಧರ್ಮೀಯರು ಭಾಗವಹಿಸಿ ಭಾವೈಕ್ಯತೆ ಮೆರೆದರು ಎಂದು ಸಮಿತಿಯವರು ತಿಳಿಸಿದ್ದಾರೆ. xyxy=(42,820,196,864)
article-text: ಕಾಲೇಜಿನ ಒಟ್ಟು ಫಲಿತಾಂಶ ಶೇ. 98 ರಷ್ಟು ದಾಖಲಾಗಿದ್ದು, 21 ವಿದ್ಯಾರ್ಥಿಗಳು ಶೇ. 90ಕ್ಕಿಂತ ಹೆಚ್ಚು ಅಂಕ ಪಡೆದಿದ್ದಾರೆ. 41 ವಿದ್ಯಾರ್ಥಿಗಳು ಡಿಸ್ಟಿಂಕ್ಷನ್ ಹಾಗೂ 16 ವಿದ್ಯಾರ್ಥಿಗಳು ಪ್ರಥಮ ದರ್ಜೆಯಲ್ಲಿ ತೇರ್ಗಡೆಯಾಗಿದ್ದಾರೆ. ವಾಣಿಜ್ಯ ವಿಭಾಗದಲ್ಲಿ 24 ವಿದ್ಯಾರ್ಥಿಗಳು ಡಿಸ್ಟಿಂಕ್ಷನ್ ಪಡೆದಿದ್ದಾರೆ. ಕಲಾ ವಿಭಾಗದಲ್ಲಿ 13 ವಿದ್ಯಾರ್ಥಿಗಳು ಡಿಸ್ಟಿಂಕ್ಷನ್ ಪಡೆದಿದ್ದಾರೆ ಎಂದು ಪ್ರಾಚಾರ್ಯರು ತಿಳಿಸಿದ್ದಾರೆ. xyxy=(702,856,924,885)
brief-body: ತಾಲೂಕಿನ ಶಿರಗುಪ್ಪಿ ಗ್ರಾಮದ ಹಜರತ್ ಪೀರ್ ದರ್ಗಾದ ವಾರ್ಷಿಕ ಉರುಸ್ ಕಾರ್ಯಕ್ರಮಕ್ಕೆ ಗ್ರಾಮದ ಹಿರಿಯರು ಚಾಲನೆ ನೀಡಿದರು. ಮೂರು ದಿನಗಳ ಕಾಲ ನಡೆಯುವ ಉರುಸ್‌ನಲ್ಲಿ ಗಂಧ ಲೇಪನ, ಕವ್ವಾಲಿ, ಸಾಂಸ್ಕೃತಿಕ ಕಾರ್ಯಕ್ರಮಗಳು ಹಾಗೂ ಕುಸ್ತಿ ಪಂದ್ಯಗಳು ಆಯೋಜನೆಗೊಂಡಿವೆ. ಸರ್ವಧರ್ಮೀಯರು ಭಾಗವಹಿಸಿ ಭಾವೈಕ್ಯತೆ ಮೆರೆದರು ಎಂದು ಸಮಿತಿಯವರು ತಿಳಿಸಿದ್ದಾರೆ. xyxy=(42,791,196,827)
article-text: ಮಾಜಿ ಶಾಸಕ ಪಿ. ರಾಜೀವ ಅವರ ಆರೋಪಗಳಿಗೆ ಸ್ಪಷ್ಟ ಉತ್ತರ ನೀಡಲಾಗಿದೆ. ಗ್ರಾಮ ಪಂಚಾಯತಿ ಸದಸ್ಯರ ಮೇಲೆ ಒತ್ತಡ ಹೇರಿ 2,000 ರೂ. ಲಂಚ ಪಡೆಯಲಾಗಿದೆ ಎಂಬುದು ಕಪೋಲಕಲ್ಪಿತ. ಕ್ಷೇತ್ರದ ಜನತೆ ಸತ್ಯವನ್ನು ಅರಿತಿದ್ದಾರೆ ಎಂದು ಹೇಳಿದರು. xyxy=(746,1324,924,1345)
stamp-text: ದಿಗಂತ ವಿಶೇಷ xyxy=(335,461,369,469)
article-body-continued xyxy=(802,336,924,598)
article-text: ಭಾರತ ಸಂವಿಧಾನ ಶಿಲ್ಪಿ ಡಾ.ಬಿ.ಆರ್.ಅಂಬೇಡ್ಕರ್ ಅವರ ಆದರ್ಶಗಳನ್ನು ಪ್ರತಿಯೊಬ್ಬರೂ ಜೀವನದಲ್ಲಿ ಅಳವಡಿಸಿಕೊಳ್ಳಬೇಕು ಎಂದು ಉಪನ್ಯಾಸಕರು ಹೇಳಿದರು. ನಗರದ ಕನ್ನಡ ಭವನದಲ್ಲಿ ಆಯೋಜಿಸಿದ್ದ 134ನೇ ಜಯಂತಿ ಕಾರ್ಯಕ್ರಮದಲ್ಲಿ ಮಾತನಾಡಿದ ಅವರು, ಶಿಕ್ಷಣ, ಸಂಘಟನೆ ಹಾಗೂ ಹೋರಾಟದ ಮೂಲಕ ಸಮಾಜದಲ್ಲಿ ಸಮಾನತೆ ತರಲು ಅಂಬೇಡ್ಕರ್ ಶ್ರಮಿಸಿದರು. ಯುವ ಪೀಳಿಗೆ ಅವರ ಚಿಂತನೆಗಳನ್ನು ಅರಿಯಬೇಕು. ಕಾರ್ಯಕ್ರಮದಲ್ಲಿ ವಿವಿಧ ಕ್ಷೇತ್ರಗಳ ಸಾಧಕರನ್ನು ಸನ್ಮಾನಿಸಲಾಯಿತು. ಗ್ರಾಮ ಪಂಚಾಯತಿ ಸದಸ್ಯರು, ಸಮಾಜದ ಮುಖಂಡರು ಹಾಗೂ ವಿದ್ಯಾರ್ಥಿಗಳು ಉಪಸ್ಥಿತರಿದ್ದರು. ಪ್ರಾಸ್ತಾವಿಕವಾಗಿ ಶಿಕ್ಷಕರು ಮಾತನಾಡಿದರು. ನಾಗರಾಜ ಸ್ವಾಗತಿಸಿದರು, ಶಿವಾನಂದ ನಿರೂಪಿಸಿದರು, ಕೊನೆಯಲ್ಲಿ ವಂದಿಸಲಾಯಿತು. xyxy=(674,336,798,417)
box-body: ಕರ್ನಾಟಕದಲ್ಲಿ 2028ರಲ್ಲಿ ನಡೆಯುವ ಚುನಾವಣೆಯಲ್ಲಿ ಬಿಜೆಪಿ ಸ್ಪಷ್ಟ ಬಹುಮತದೊಂದಿಗೆ ಮತ್ತೆ ಅಧಿಕಾರಕ್ಕೆ ಬರಲಿದೆ. ಕಾಂಗ್ರೆಸ್ ಸರ್ಕಾರದ ದುರಾಡಳಿತದಿಂದ ಜನರು ಬೇಸತ್ತಿದ್ದಾರೆ ಎಂದು ಹೇಳಿದರು. xyxy=(401,1208,529,1229)
article-headline: ಬಿಜೆಪಿ ಸರ್ಕಾರ ಬಂದ ಮೇಲೆ ಎಲ್ಲ ಲೆಕ್ಕ ಚುಕ್ತಾ: ಅಭಯ ಪಾಟೀಲ xyxy=(30,1151,343,1169)
pressmeet-photo xyxy=(746,1180,924,1300)
caption-text: ಠಾಣೆಗಳು ಯಾವ ದೇಶದಲ್ಲಿ ಮಾಡಿಲ್ಲ: ಹಾಲ್ಲುಗೆ xyxy=(756,1312,848,1319)
article-text: ಬದಲ ಪ್ರಾಣಿಗಳು ಹಾಗೂ ಜಾನುವಾರುಗಳು ರಸ್ತೆ ದಾಟುವಾಗ ಅಪಾಯ ಎದುರಿಸುತ್ತಿವೆ. ಗ್ರಾಮದ ಯುವಕರು ಹಲವು ಬಾರಿ ಮನವಿ ಸಲ್ಲಿಸಿದರೂ ಸ್ಪಂದನೆ ದೊರೆತಿಲ್ಲ. ಶೀಘ್ರದಲ್ಲೇ ಸಭೆ ನಡೆಸಿ ಮುಂದಿನ ಹೋರಾಟದ ರೂಪುರೇಷೆ ರೂಪಿಸಲಾಗುವುದು ಎಂದು ಗ್ರಾಮಸ್ಥರು ತಿಳಿಸಿದ್ದಾರೆ. xyxy=(545,618,663,654)
brief-text-continued xyxy=(42,347,196,472)
brief-headline: ಉರುಸ್‌ಗೆ ಚಾಲನೆ xyxy=(88,772,159,786)
brief-headline: ಬಿಲ್ ಪಾವತಿ xyxy=(44,156,94,170)
photo-caption: ರಾಯಬಾಗ: ಪಟ್ಟಣದ ಪೊಲೀಸ್ ಠಾಣೆಯಲ್ಲಿ ಡಾ.ಬಿ.ಆರ್.ಅಂಬೇಡ್ಕರ್ ಅವರ 134ನೇ ಜಯಂತಿಯನ್ನು ಆಚರಿಸಲಾಯಿತು. ಪಿಎಸ್‌ಐ ಹಾಗೂ ಸಿಬ್ಬಂದಿ ವರ್ಗ ಉಪಸ್ಥಿತರಿದ್ದರು. xyxy=(208,238,438,280)
article-body xyxy=(446,120,691,282)
brief-photo-portrait xyxy=(124,175,196,265)
print-registration-marks xyxy=(340,1440,390,1450)
article-body-continued xyxy=(268,1344,392,1438)
article-text-continued: ಗ್ರಾಮದ ಮೂಲಕ ಹಾದುಹೋಗುವ ಜೇವರಗಿ–ಸಂಕೇಶ್ವರ ರಾಷ್ಟ್ರೀಯ ಹೆದ್ದಾರಿ ಕಾಮಗಾರಿ ಅವೈಜ್ಞಾನಿಕವಾಗಿ ನಡೆಯುತ್ತಿದ್ದು ಸಾರ್ವಜನಿಕರು ನಿತ್ಯ ಪರದಾಡುವಂತಾಗಿದೆ. ರಸ್ತೆ ಬದಿಯಲ್ಲಿ ಚರಂಡಿ ನಿರ್ಮಾಣ ಮಾಡದೆ ಮಣ್ಣು ಸುರಿಯಲಾಗಿದ್ದು ಮಳೆಗಾಲದಲ್ಲಿ ನೀರು ನಿಲ್ಲುವ ಆತಂಕ ಎದುರಾಗಿದೆ. ಗ್ರಾಮದ ಮುಖ್ಯ ವೃತ್ತದಲ್ಲಿ ಸರ್ಕಲ್ ನಿರ್ಮಾಣ ಕಾರ್ಯ ಅರ್ಧಕ್ಕೆ ನಿಂತಿದ್ದು ವಾಹನ ಸವಾರರು ಅಪಘಾತಕ್ಕೆ ಒಳಗಾಗುತ್ತಿದ್ದಾರೆ. ಧೂಳಿನಿಂದ ಅಕ್ಕಪಕ್ಕದ ಅಂಗಡಿಕಾರರು ಹಾಗೂ ನಿವಾಸಿಗಳು ತೊಂದರೆ ಅನುಭವಿಸುತ್ತಿದ್ದಾರೆ. ಸಂಬಂಧಿಸಿದ ಅಧಿಕಾರಿಗಳು ಕೂಡಲೇ ಸ್ಥಳಕ್ಕೆ ಭೇಟಿ ನೀಡಿ ಕಾಮಗಾರಿಯನ್ನು ವೈಜ್ಞಾನಿಕವಾಗಿ ಪೂರ್ಣಗೊಳಿಸಬೇಕು ಎಂದು ಗ್ರಾಮಸ್ಥರು ಆಗ್ರಹಿಸಿದ್ದಾರೆ. ಗ್ರಾಮದಿಂದ 4 ಕಿ.ಮೀ ಅಂತರದಲ್ಲಿ ರಸ್ತೆ ಹೆಚ್ಚು ತಿರುವುಗಳಿಂದ ಕೂಡಿದ್ದು ವಾಹನಗಳ ಸಂಚಾರಕ್ಕೆ ಅಡ್ಡಿಯಾಗಿದೆ. ರಾಷ್ಟ್ರೀಯ ಹೆದ್ದಾರಿ ಪ್ರಾಧಿಕಾರದ ಎಂಜಿನಿಯರ್‌ಗಳು ಸ್ಥಳಕ್ಕೆ ಭೇಟಿ ನೀಡಿದರೂ ಸಮಸ್ಯೆ ಬಗೆಹರಿದಿಲ್ಲ. ಇನ್ನಾದರೂ ಜನಪ್ರತಿನಿಧಿಗಳು ಎಚ್ಚೆತ್ತುಕೊಂಡು ಗುತ್ತಿಗೆದಾರರಿಗೆ ಸೂಚನೆ ನೀಡಬೇಕು ಎಂಬುದು ಸ್ಥಳೀಯರ ಒತ್ತಾಯವಾಗಿದೆ. xyxy=(318,528,422,668)
swatch-black xyxy=(367,1448,374,1455)
student-photo-2 xyxy=(780,760,850,850)
article-text: ತಾಲೂಕಿನ ಸತ್ತಿಕ್ಕೆ ಗ್ರಾಮದ ಶ್ರೀ ಸಿದ್ದೇಶ್ವರ ದೇವರ ಜಾತ್ರಾ ಮಹೋತ್ಸವ ಸಂಭ್ರಮ ಸಡಗರದಿಂದ ನೆರವೇರಿತು. ಬೆಳಗ್ಗೆ ದೇವರಿಗೆ ರುದ್ರಾಭಿಷೇಕ, ವಿಶೇಷ ಪೂಜೆ ಹಾಗೂ ಮಹಾಮಂಗಳಾರತಿ ನಡೆಯಿತು. ಸಂಜೆ ಪಲ್ಲಕ್ಕಿ ಉತ್ಸವ, ವಾದ್ಯ ಮೇಳಗಳೊಂದಿಗೆ ಗ್ರಾಮದ ಪ್ರಮುಖ ಬೀದಿಗಳಲ್ಲಿ ಮೆರವಣಿಗೆ ಸಾಗಿತು. ಭಕ್ತರು ದೀರ್ಘ ದಂಡ ನಮಸ್ಕಾರ ಹಾಕಿ ಭಕ್ತಿ ಸಮರ್ಪಿಸಿದರು. ಜಾತ್ರೆಯ ನಿಮಿತ್ತ ಜಾನುವಾರು ಮೇಳ, ರಸಮಂಜರಿ, ನಾಟಕ, ಭಜನೆ ಹಾಗೂ ಕುಸ್ತಿ ಸ್ಪರ್ಧೆಗಳು ಜರುಗಿದವು. ಮನರಂಜನಾ ಆಟಿಕೆಗಳು, ತೊಟ್ಟಿಲು ಹಾಗೂ ಅಂಗಡಿ ಮುಂಗಟ್ಟುಗಳು ಜನರನ್ನು ಆಕರ್ಷಿಸಿದವು. ದೂರದ ಊರುಗಳಿಂದ ಆಗಮಿಸಿದ ಭಕ್ತರಿಗೆ ಅನ್ನಸಂತರ್ಪಣೆ ವ್ಯವಸ್ಥೆ ಮಾಡಲಾಗಿತ್ತು. ಜಾತ್ರಾ ಸಮಿತಿಯ ಅಧ್ಯಕ್ಷರು, ಸದಸ್ಯರು ಹಾಗೂ ಗ್ರಾಮಸ್ಥರು ಕಾರ್ಯಕ್ರಮದ ಯಶಸ್ಸಿಗೆ ಶ್ರಮಿಸಿದರು. ಕೊನೆಯ ದಿನ ಕಳಸಾರೋಹಣದೊಂದಿಗೆ ಜಾತ್ರೆ ಸಂಪನ್ನಗೊಂಡಿತು. xyxy=(316,762,426,865)
print-registration-marks xyxy=(850,1440,900,1450)
swatch-magenta xyxy=(605,1448,612,1455)
photo-banner xyxy=(248,110,418,132)
print-registration-marks xyxy=(596,1440,646,1450)
article-headline: ಸಾಕ್ಷಿಗಳಿದ್ದರೆ ಸಾಬೀತುಪಡಿಸಲಿ: ಪ್ರದೀಪ್ ಹಾಲ್ಲುಗೆ xyxy=(542,1152,763,1168)
brief-headline: ರೇಷ್ಮಾ ಪಟೇಲ್ ಆಯ್ಕೆ xyxy=(42,476,129,490)
brand-emblem-icon xyxy=(710,36,734,60)
felicitation-photo xyxy=(650,974,924,1102)
column-divider xyxy=(668,310,669,730)
brief-body-repeat: ತಾಲೂಕಿನ ಶಿರಗುಪ್ಪಿ ಗ್ರಾಮದ ಹಜರತ್ ಪೀರ್ ದರ್ಗಾದ ವಾರ್ಷಿಕ ಉರುಸ್ ಕಾರ್ಯಕ್ರಮಕ್ಕೆ ಗ್ರಾಮದ ಹಿರಿಯರು ಚಾಲನೆ ನೀಡಿದರು. ಮೂರು ದಿನಗಳ ಕಾಲ ನಡೆಯುವ ಉರುಸ್‌ನಲ್ಲಿ ಗಂಧ ಲೇಪನ, ಕವ್ವಾಲಿ, ಸಾಂಸ್ಕೃತಿಕ ಕಾರ್ಯಕ್ರಮಗಳು ಹಾಗೂ ಕುಸ್ತಿ ಪಂದ್ಯಗಳು ಆಯೋಜನೆಗೊಂಡಿವೆ. ಸರ್ವಧರ್ಮೀಯರು ಭಾಗವಹಿಸಿ ಭಾವೈಕ್ಯತೆ ಮೆರೆದರು ಎಂದು ಸಮಿತಿಯವರು ತಿಳಿಸಿದ್ದಾರೆ. xyxy=(42,857,196,894)
article-body xyxy=(210,762,312,1012)
brief-text-continued xyxy=(42,585,196,765)
masthead xyxy=(0,0,945,95)
section-rule xyxy=(204,306,924,307)
ambedkar-jayanti-photo xyxy=(208,96,438,234)
article-body xyxy=(436,758,698,938)
kirusuddi-pill xyxy=(83,109,188,135)
article-text: ಪಟ್ಟಣದ ಶ್ರೀ ಸಾಯಿ ವಿಜ್ಞಾನ, ವಾಣಿಜ್ಯ ಹಾಗೂ ಕಲಾ ಪದವಿ ಪೂರ್ವ ಮಹಾವಿದ್ಯಾಲಯವು 2024–25ನೇ ಸಾಲಿನ ದ್ವಿತೀಯ ಪಿಯುಸಿ ಪರೀಕ್ಷೆಯಲ್ಲಿ ಉತ್ತಮ ಫಲಿತಾಂಶ ದಾಖಲಿಸಿದೆ. ವಿಜ್ಞಾನ ವಿಭಾಗದಲ್ಲಿ ವಿದ್ಯಾರ್ಥಿನಿ ಶೇ. 95.83 ಅಂಕ ಪಡೆದು ಕಾಲೇಜಿಗೆ ಪ್ರಥಮ ಸ್ಥಾನ ಪಡೆದಿದ್ದಾಳೆ. ದ್ವಿತೀಯ ಸ್ಥಾನ ಶೇ. 95.05, ತೃತೀಯ ಸ್ಥಾನ ಶೇ. 94.83 ಅಂಕ ಪಡೆದಿದ್ದಾರೆ. ವಾಣಿಜ್ಯ ವಿಭಾಗದಲ್ಲಿ ಶೇ. 96.00 ಅಂಕ ಪಡೆದು ಪ್ರಥಮ, ಶೇ. 94.50 ದ್ವಿತೀಯ ಸ್ಥಾನ ಪಡೆದಿದ್ದಾರೆ. ಕಲಾ ವಿಭಾಗದಲ್ಲಿ ಶೇ. 92.33 ಅಂಕ ಪಡೆದು ಪ್ರಥಮ ಸ್ಥಾನ ಗಳಿಸಿದ್ದಾರೆ. ವಿದ್ಯಾರ್ಥಿಗಳ ಸಾಧನೆಗೆ ಆಡಳಿತ ಮಂಡಳಿ, ಪ್ರಾಚಾರ್ಯರು ಹಾಗೂ ಉಪನ್ಯಾಸಕರು ಅಭಿನಂದಿಸಿದ್ದಾರೆ. xyxy=(436,758,698,794)
student-photo-3 xyxy=(856,760,924,850)
box-headline: ಬಿಜೆಪಿ ಮತ್ತೆ ಅಧಿಕಾರಕ್ಕೆ xyxy=(402,1190,478,1201)
brand-logo xyxy=(700,28,915,68)
masthead-right-stripe xyxy=(660,58,695,64)
quote-attribution xyxy=(545,592,663,599)
brand-name: ಹೊಸದಿಗಂತ xyxy=(742,33,832,58)
article-body-continued xyxy=(398,1344,532,1438)
article-lead: ಬೆಳಗಾವಿ: xyxy=(542,1180,560,1186)
article-body xyxy=(436,974,644,1126)
kirusuddi-title: ಕಿರುಸುದ್ದಿ xyxy=(97,112,141,130)
brief-body: ರಾಯಬಾಗ ತಾಲೂಕಿನ ಕುಡಚಿ ಪಟ್ಟಣದ ಪುರಸಭೆಯ ಸದಸ್ಯೆ ರೇಷ್ಮಾ ಪಟೇಲ್ ಅವರು ಜಿಲ್ಲಾ ಮಟ್ಟದ ಅಲ್ಪಸಂಖ್ಯಾತರ ಘಟಕದ ಉಪಾಧ್ಯಕ್ಷರಾಗಿ ಆಯ್ಕೆಯಾಗಿದ್ದಾರೆ. ಪಕ್ಷದ ಜಿಲ್ಲಾಧ್ಯಕ್ಷರು ಈ ಕುರಿತು ಆದೇಶ ಪತ್ರ ನೀಡಿದ್ದು, ಅವರ ಆಯ್ಕೆಗೆ ಪಟ್ಟಣದ ಮುಖಂಡರು ಹಾಗೂ ಕಾರ್ಯಕರ್ತರು ಅಭಿನಂದನೆ ಸಲ್ಲಿಸಿದ್ದಾರೆ. ಸಂಘಟನೆಯನ್ನು ಬಲಪಡಿಸುವ ನಿಟ್ಟಿನಲ್ಲಿ ಶ್ರಮಿಸುವುದಾಗಿ ಅವರು ತಿಳಿಸಿದರು. xyxy=(42,495,122,568)
ambedkar-felicitation-photo xyxy=(674,604,924,722)
article-body xyxy=(30,1180,138,1438)
quote-text xyxy=(545,508,663,592)
brief-photo-portrait xyxy=(124,495,196,583)
column-divider xyxy=(200,95,201,1120)
